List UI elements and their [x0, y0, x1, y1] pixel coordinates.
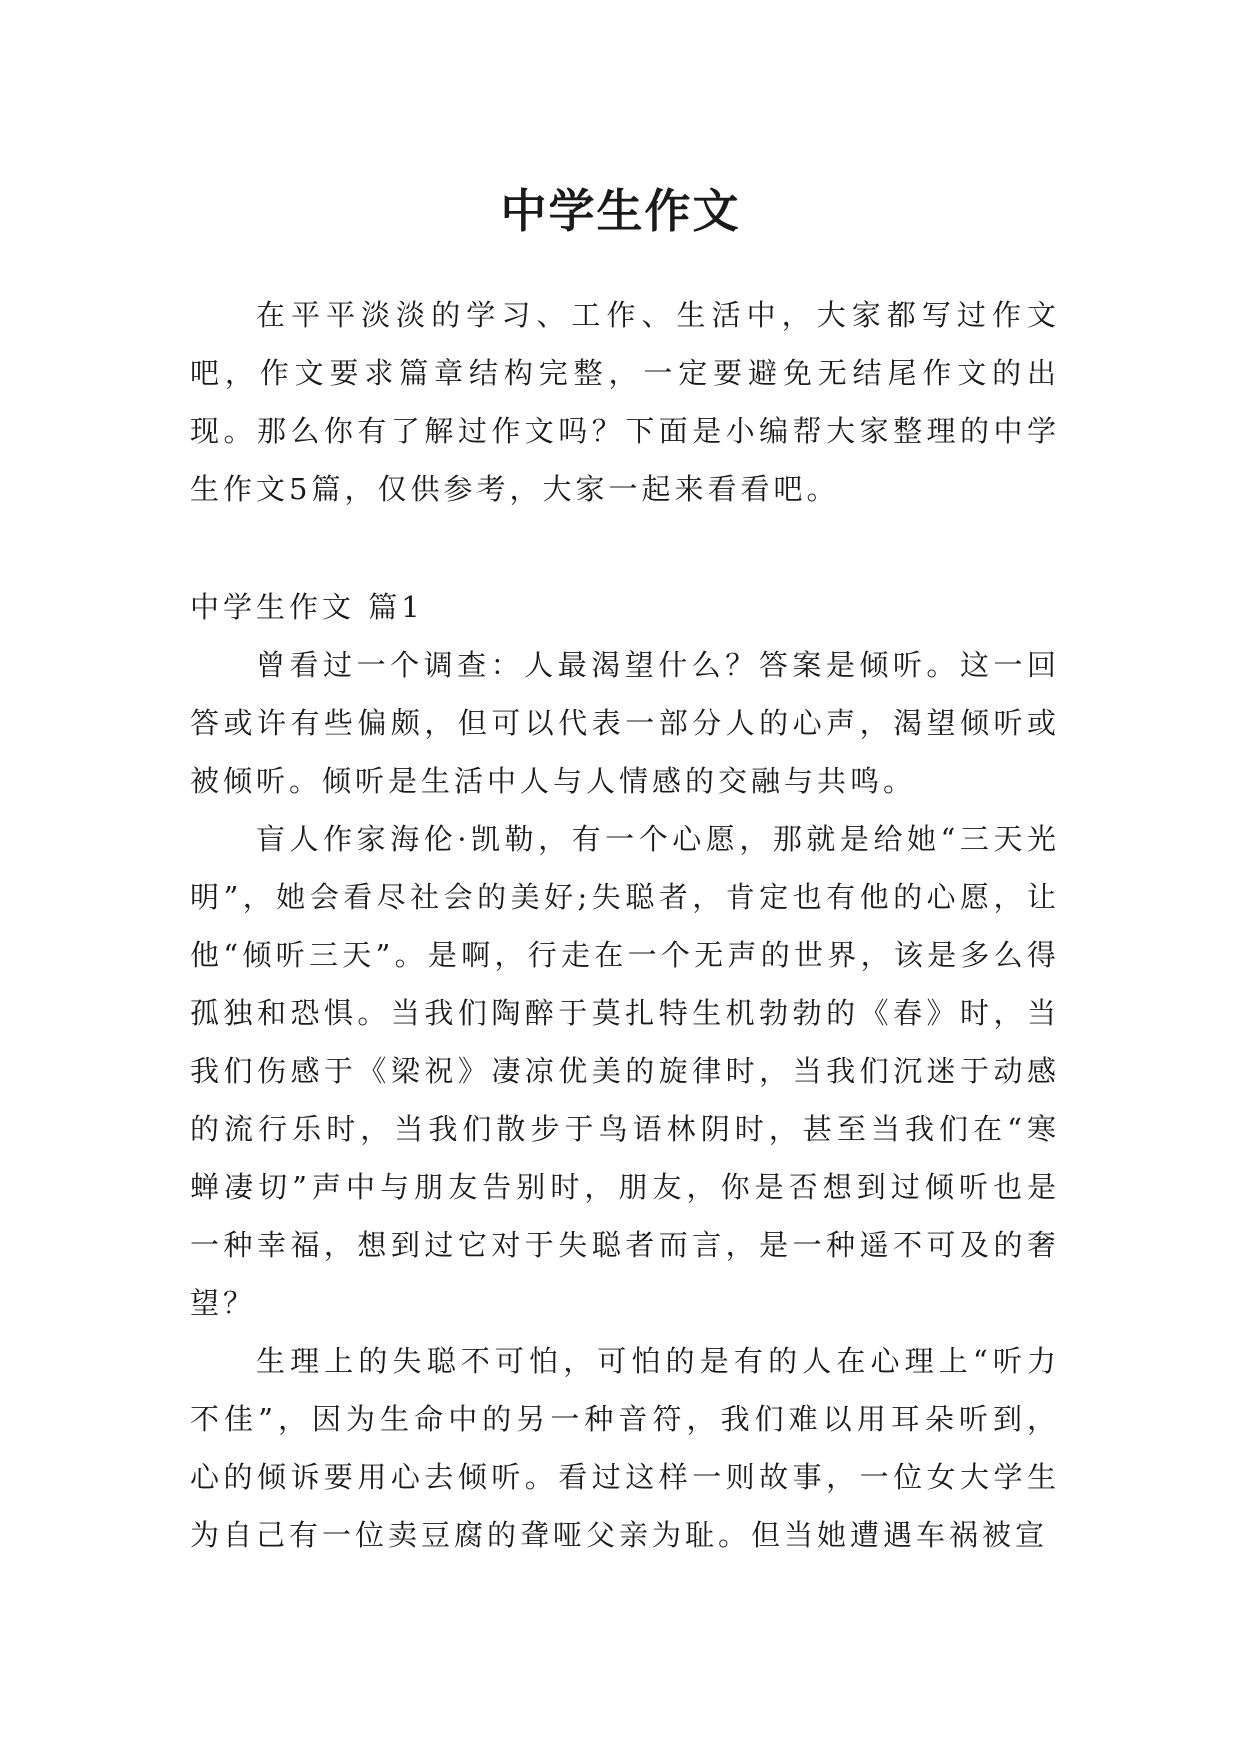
- section-heading: 中学生作文 篇1: [190, 590, 424, 624]
- essay-paragraph-3: 生理上的失聪不可怕，可怕的是有的人在心理上“听力不佳”，因为生命中的另一种音符，我们难以用耳朵听到，心的倾诉要用心去倾听。看过这样一则故事，一位女大学生为自己有一位卖豆腐的聋哑父亲为耻。但当她遭遇车祸被宣: [190, 1344, 1060, 1552]
- essay-paragraph-2: 盲人作家海伦·凯勒，有一个心愿，那就是给她“三天光明”，她会看尽社会的美好;失聪者，肯定也有他的心愿，让他“倾听三天”。是啊，行走在一个无声的世界，该是多么得孤独和恐惧。当我们陶醉于莫扎特生机勃勃的《春》时，当我们伤感于《梁祝》凄凉优美的旋律时，当我们沉迷于动感的流行乐时，当我们散步于鸟语林阴时，甚至当我们在“寒蝉凄切”声中与朋友告别时，朋友，你是否想到过倾听也是一种幸福，想到过它对于失聪者而言，是一种遥不可及的奢望？: [190, 822, 1060, 1320]
- intro-paragraph: 在平平淡淡的学习、工作、生活中，大家都写过作文吧，作文要求篇章结构完整，一定要避免无结尾作文的出现。那么你有了解过作文吗？下面是小编帮大家整理的中学生作文5篇，仅供参考，大家一起来看看吧。: [190, 298, 1060, 506]
- essay-section-1: [190, 578, 1060, 1564]
- intro-block: [190, 286, 1060, 518]
- document-title: 中学生作文: [500, 183, 741, 238]
- essay-paragraph-1: 曾看过一个调查：人最渴望什么？答案是倾听。这一回答或许有些偏颇，但可以代表一部分人的心声，渴望倾听或被倾听。倾听是生活中人与人情感的交融与共鸣。: [190, 648, 1060, 798]
